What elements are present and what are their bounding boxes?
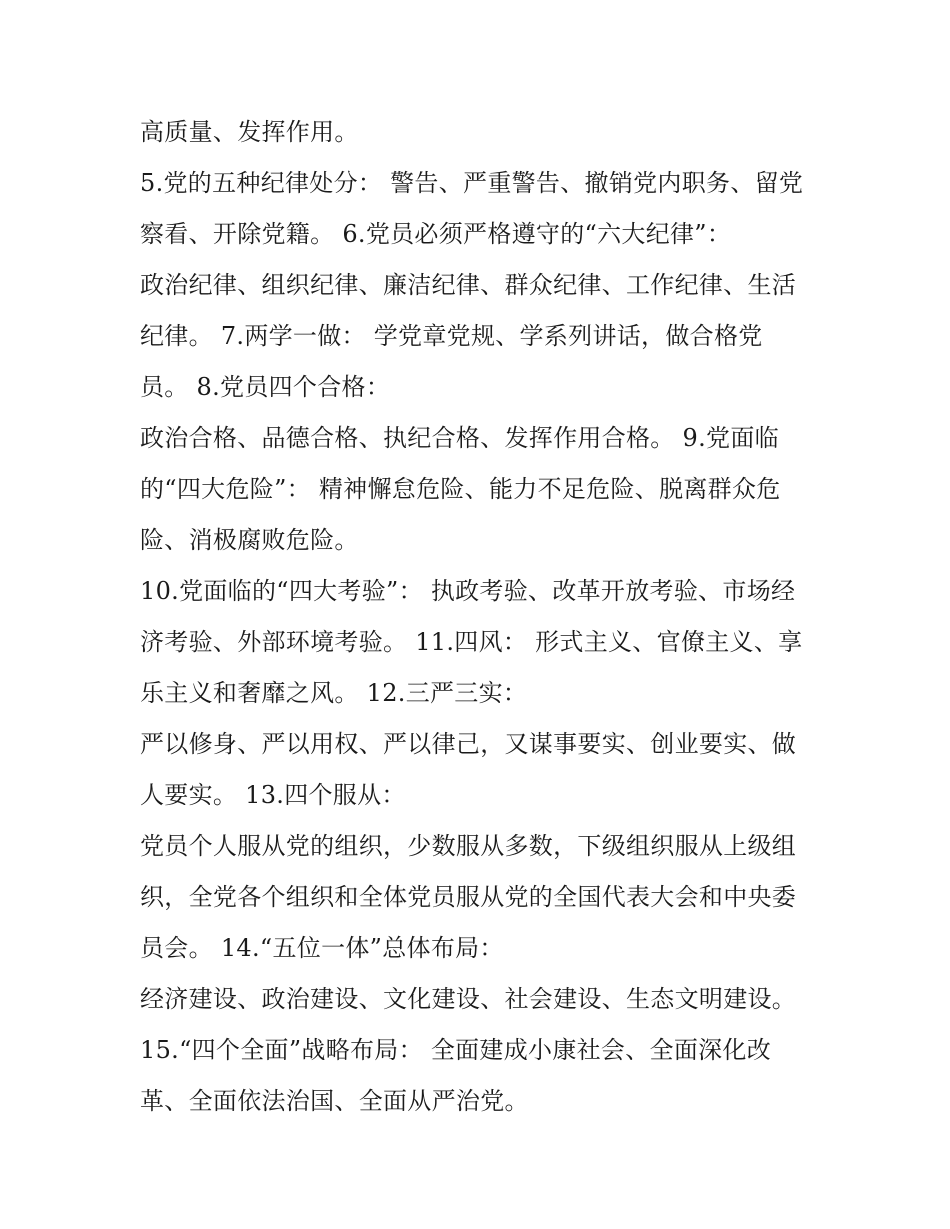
text-line: 的“四大危险”： 精神懈怠危险、能力不足危险、脱离群众危 [140,475,781,503]
text-line: 员。 8.党员四个合格： [140,373,391,401]
text-line: 党员个人服从党的组织，少数服从多数，下级组织服从上级组 [140,832,797,860]
text-line: 纪律。 7.两学一做： 学党章党规、学系列讲话，做合格党 [140,322,763,350]
text-line: 政治纪律、组织纪律、廉洁纪律、群众纪律、工作纪律、生活 [140,271,797,299]
text-line: 察看、开除党籍。 6.党员必须严格遵守的“六大纪律”： [140,220,732,248]
text-line: 织，全党各个组织和全体党员服从党的全国代表大会和中央委 [140,883,797,911]
text-line: 10.党面临的“四大考验”： 执政考验、改革开放考验、市场经 [140,577,796,605]
text-line: 高质量、发挥作用。 [140,118,359,146]
text-line: 险、消极腐败危险。 [140,526,359,554]
text-line: 革、全面依法治国、全面从严治党。 [140,1087,529,1115]
text-line: 政治合格、品德合格、执纪合格、发挥作用合格。 9.党面临 [140,424,779,452]
text-line: 5.党的五种纪律处分： 警告、严重警告、撤销党内职务、留党 [140,169,804,197]
text-line: 经济建设、政治建设、文化建设、社会建设、生态文明建设。 [140,985,797,1013]
text-line: 人要实。 13.四个服从： [140,781,406,809]
text-line: 乐主义和奢靡之风。 12.三严三实： [140,679,528,707]
text-line: 15.“四个全面”战略布局： 全面建成小康社会、全面深化改 [140,1036,772,1064]
text-line: 严以修身、严以用权、严以律己，又谋事要实、创业要实、做 [140,730,797,758]
text-line: 济考验、外部环境考验。 11.四风： 形式主义、官僚主义、享 [140,628,803,656]
document-text-block [140,107,830,1127]
text-line: 员会。 14.“五位一体”总体布局： [140,934,504,962]
